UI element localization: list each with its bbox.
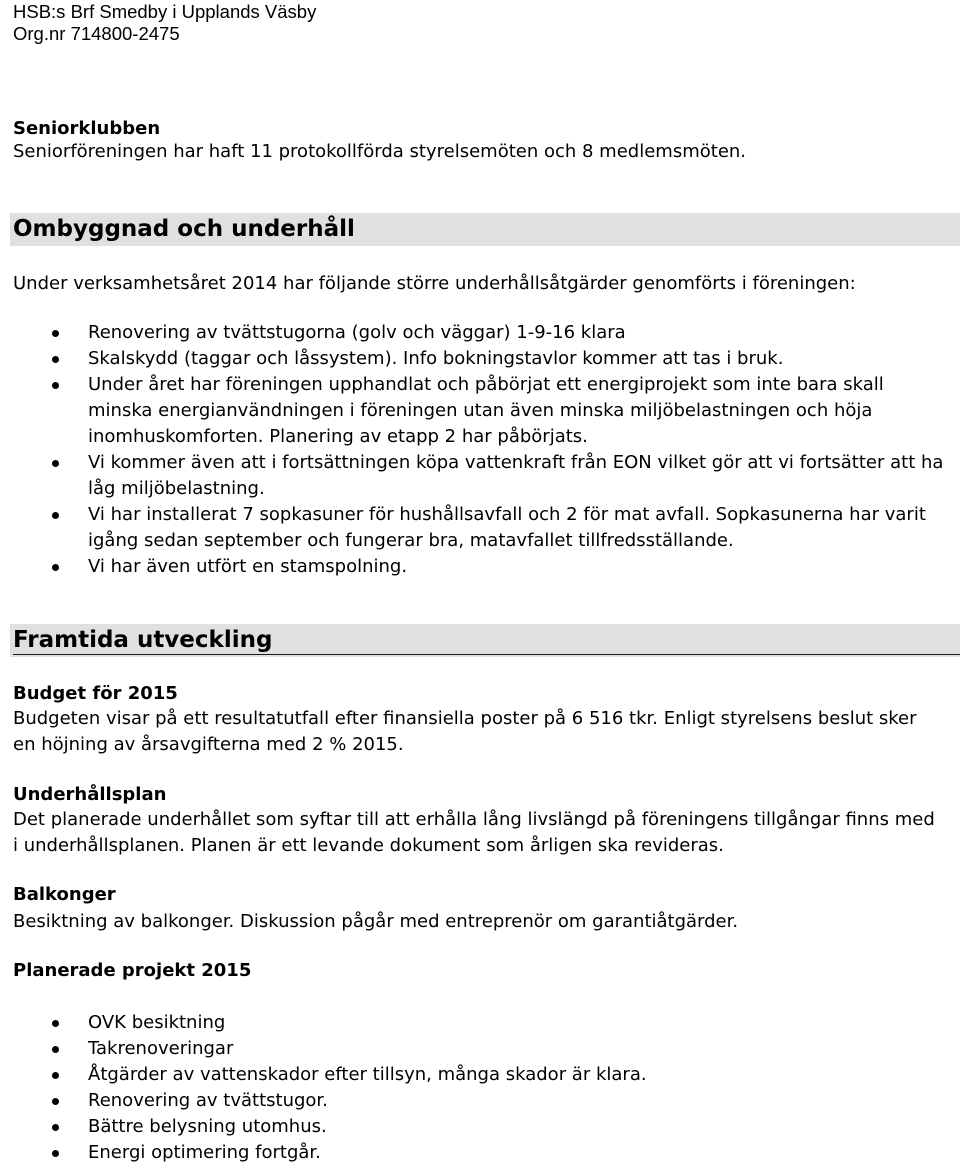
bullet-icon <box>52 564 59 571</box>
org-name: HSB:s Brf Smedby i Upplands Väsby <box>13 1 317 22</box>
maintenance-heading-band <box>10 213 960 246</box>
list-item-text: Takrenoveringar <box>88 1038 234 1059</box>
list-item <box>0 1010 960 1036</box>
list-item-text: Vi har även utfört en stamspolning. <box>88 556 408 577</box>
list-item-text: Renovering av tvättstugor. <box>88 1090 328 1111</box>
list-item-text: Vi har installerat 7 sopkasuner för hushållsavfall och 2 för mat avfall. Sopkasunerna har varit igång sedan september och fungerar bra, matavfallet tillfredsställande. <box>88 504 926 551</box>
list-item <box>0 372 960 450</box>
bullet-icon <box>52 512 59 519</box>
list-item-text: Under året har föreningen upphandlat och påbörjat ett energiprojekt som inte bara skall minska energianvändningen i föreningen utan även minska miljöbelastningen och höja inomhuskomforten. Planering av etapp 2 har påbörjats. <box>88 374 884 447</box>
balconies-text: Besiktning av balkonger. Diskussion pågår med entreprenör om garantiåtgärder. <box>13 911 739 932</box>
list-item <box>0 502 960 554</box>
list-item <box>0 320 960 346</box>
budget-text: Budgeten visar på ett resultatutfall efter finansiella poster på 6 516 tkr. Enligt styrelsens beslut sker en höjning av årsavgifterna med 2 % 2015. <box>13 708 917 755</box>
maintenance-intro: Under verksamhetsåret 2014 har följande större underhållsåtgärder genomförts i föreningen: <box>13 273 856 294</box>
list-item-text: Vi kommer även att i fortsättningen köpa vattenkraft från EON vilket gör att vi fortsätter att ha låg miljöbelastning. <box>88 452 944 499</box>
bullet-icon <box>52 382 59 389</box>
list-item <box>0 346 960 372</box>
future-heading: Framtida utveckling <box>13 627 273 653</box>
plan-text: Det planerade underhållet som syftar till att erhålla lång livslängd på föreningens tillgångar finns med i underhållsplanen. Planen är ett levande dokument som årligen ska revideras. <box>13 809 935 856</box>
list-item <box>0 1088 960 1114</box>
future-heading-band <box>10 624 960 657</box>
list-item-text: OVK besiktning <box>88 1012 226 1033</box>
list-item-text: Energi optimering fortgår. <box>88 1142 321 1163</box>
maintenance-heading: Ombyggnad och underhåll <box>13 216 355 242</box>
heading-underline <box>13 654 960 655</box>
budget-title: Budget för 2015 <box>13 683 178 704</box>
bullet-icon <box>52 1072 59 1079</box>
org-number: Org.nr 714800-2475 <box>13 23 180 44</box>
balconies-title: Balkonger <box>13 884 116 905</box>
bullet-icon <box>52 460 59 467</box>
list-item <box>0 1140 960 1166</box>
list-item <box>0 450 960 502</box>
list-item-text: Åtgärder av vattenskador efter tillsyn, många skador är klara. <box>88 1064 647 1085</box>
list-item-text: Renovering av tvättstugorna (golv och väggar) 1-9-16 klara <box>88 322 626 343</box>
list-item <box>0 1036 960 1062</box>
list-item <box>0 1062 960 1088</box>
bullet-icon <box>52 1124 59 1131</box>
bullet-icon <box>52 1020 59 1027</box>
bullet-icon <box>52 1098 59 1105</box>
list-item <box>0 554 960 580</box>
bullet-icon <box>52 1046 59 1053</box>
bullet-icon <box>52 356 59 363</box>
list-item-text: Skalskydd (taggar och låssystem). Info bokningstavlor kommer att tas i bruk. <box>88 348 784 369</box>
senior-title: Seniorklubben <box>13 118 161 139</box>
senior-text: Seniorföreningen har haft 11 protokollförda styrelsemöten och 8 medlemsmöten. <box>13 141 747 162</box>
plan-title: Underhållsplan <box>13 784 167 805</box>
projects-title: Planerade projekt 2015 <box>13 960 252 981</box>
list-item-text: Bättre belysning utomhus. <box>88 1116 327 1137</box>
list-item <box>0 1114 960 1140</box>
maintenance-list <box>0 320 960 580</box>
projects-list <box>0 1010 960 1166</box>
bullet-icon <box>52 330 59 337</box>
bullet-icon <box>52 1150 59 1157</box>
